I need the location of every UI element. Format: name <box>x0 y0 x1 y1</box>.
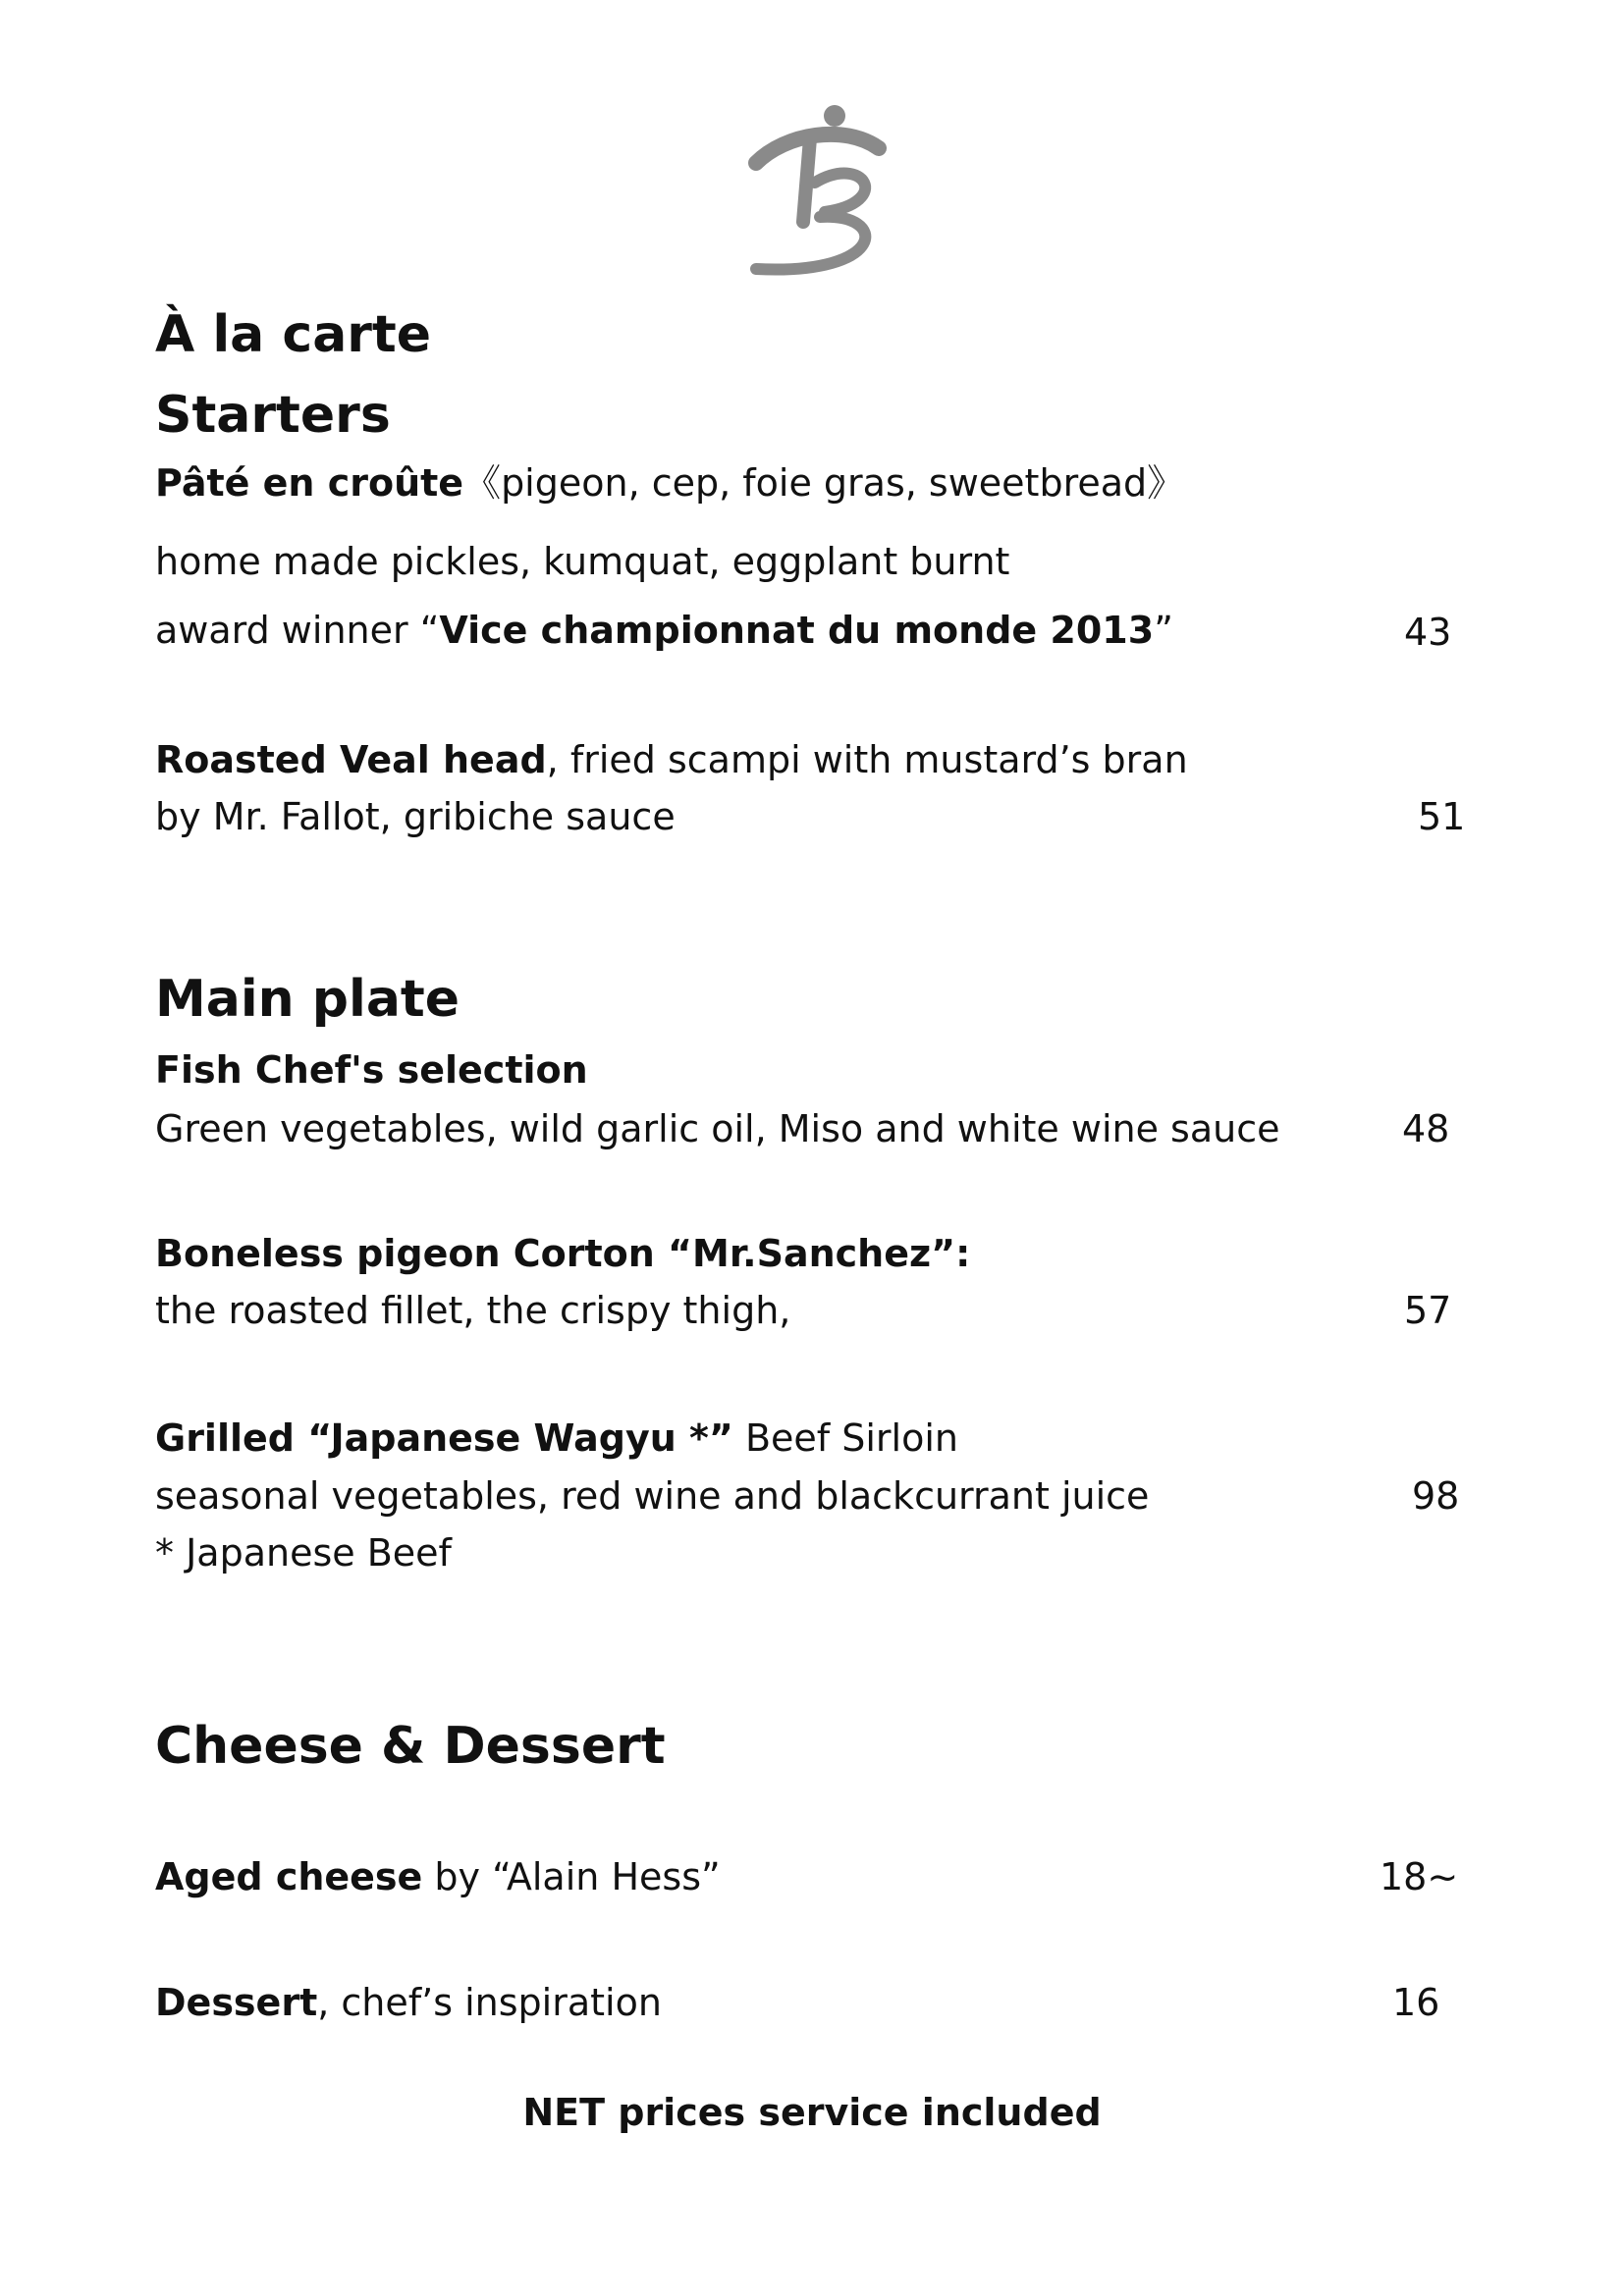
quote-open: “ <box>419 609 440 652</box>
dish-name-suffix: 《pigeon, cep, foie gras, sweetbread》 <box>463 461 1185 505</box>
dish-name: Aged cheese <box>155 1855 423 1898</box>
section-heading-cheese-dessert: Cheese & Dessert <box>155 1717 666 1776</box>
dish-name: Grilled “Japanese Wagyu *” <box>155 1416 733 1460</box>
dish-price: 51 <box>1418 795 1466 838</box>
award-title: Vice championnat du monde 2013 <box>439 609 1155 652</box>
dish-description: Green vegetables, wild garlic oil, Miso and white wine sauce <box>155 1107 1280 1150</box>
dish-name: Roasted Veal head <box>155 738 547 781</box>
dish-name-suffix: , fried scampi with mustard’s bran <box>546 738 1188 781</box>
dish-description: by Mr. Fallot, gribiche sauce <box>155 795 676 838</box>
menu-item-name-line <box>155 1416 958 1462</box>
dish-price: 48 <box>1402 1107 1450 1150</box>
menu-item-name-line <box>155 1855 721 1900</box>
menu-item-name-line <box>155 461 1184 507</box>
dish-name: Dessert <box>155 1981 318 2024</box>
dish-description: home made pickles, kumquat, eggplant burnt <box>155 540 1010 583</box>
brush-letter-b-logo <box>717 94 913 291</box>
dish-name: Boneless pigeon Corton “Mr.Sanchez”: <box>155 1232 971 1275</box>
dish-price: 43 <box>1404 611 1452 654</box>
dish-name-suffix: , chef’s inspiration <box>317 1981 662 2024</box>
dish-price: 18~ <box>1380 1855 1459 1898</box>
dish-description: seasonal vegetables, red wine and blackcurrant juice <box>155 1474 1150 1518</box>
page-title: À la carte <box>155 305 432 364</box>
dish-name: Pâté en croûte <box>155 461 464 505</box>
dish-name-suffix: by “Alain Hess” <box>422 1855 721 1898</box>
dish-name-suffix: Beef Sirloin <box>732 1416 958 1460</box>
menu-item-name-line <box>155 1981 662 2026</box>
award-prefix: award winner <box>155 609 420 652</box>
dish-price: 57 <box>1404 1289 1452 1332</box>
dish-footnote: * Japanese Beef <box>155 1531 452 1575</box>
dish-price: 98 <box>1412 1474 1460 1518</box>
pricing-note: NET prices service included <box>522 2091 1102 2134</box>
quote-close: ” <box>1154 609 1173 652</box>
dish-description: the roasted fillet, the crispy thigh, <box>155 1289 791 1332</box>
dish-name: Fish Chef's selection <box>155 1048 588 1092</box>
section-heading-main-plate: Main plate <box>155 970 460 1029</box>
dish-price: 16 <box>1392 1981 1440 2024</box>
menu-item-name-line <box>155 738 1188 783</box>
section-heading-starters: Starters <box>155 386 391 445</box>
dish-description <box>155 609 1173 654</box>
